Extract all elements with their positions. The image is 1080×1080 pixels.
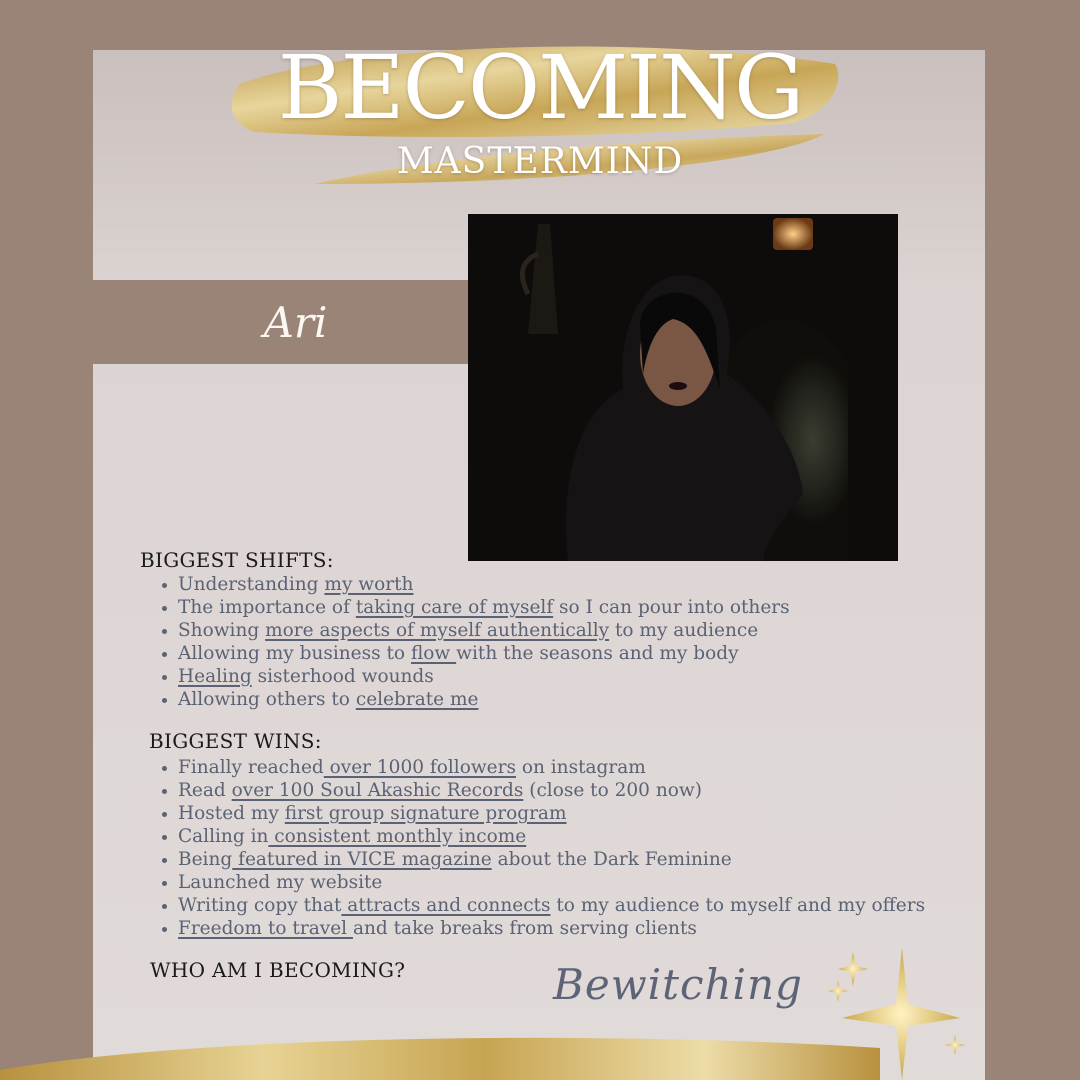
member-name: Ari (263, 297, 328, 347)
list-item-highlight: celebrate me (355, 689, 479, 710)
list-item-text: to my audience to myself and my offers (550, 895, 926, 916)
list-item-text: Calling in (178, 826, 269, 847)
list-item-text: Allowing others to (178, 689, 356, 710)
list-item-highlight: over 1000 followers (323, 757, 516, 778)
shift-item (160, 596, 790, 619)
list-item-text: Being (178, 849, 233, 870)
list-item-text: The importance of (178, 597, 356, 618)
page-title: BECOMING (277, 36, 803, 139)
list-item-text: with the seasons and my body (456, 643, 739, 664)
list-item-text: (close to 200 now) (523, 780, 702, 801)
list-item-text: Read (178, 780, 232, 801)
list-item-text: Allowing my business to (178, 643, 411, 664)
win-item (160, 802, 925, 825)
gold-brushstroke-bottom (0, 1030, 1080, 1080)
list-item-text: Understanding (178, 574, 325, 595)
list-item-highlight: Freedom to travel (178, 918, 353, 939)
win-item (160, 894, 925, 917)
page-subtitle: MASTERMIND (396, 141, 684, 182)
list-item-text: Showing (178, 620, 266, 641)
win-item (160, 756, 925, 779)
member-photo (468, 214, 898, 561)
list-item-highlight: flow (410, 643, 457, 664)
win-item (160, 848, 925, 871)
list-item-highlight: attracts and connects (341, 895, 551, 916)
shift-item (160, 619, 790, 642)
shifts-list (160, 573, 790, 711)
list-item-highlight: more aspects of myself authentically (265, 620, 610, 641)
list-item-text: and take breaks from serving clients (352, 918, 697, 939)
win-item (160, 871, 925, 894)
shifts-heading: BIGGEST SHIFTS: (140, 548, 334, 572)
list-item-highlight: consistent monthly income (268, 826, 527, 847)
list-item-highlight: featured in VICE magazine (232, 849, 492, 870)
list-item-text: on instagram (515, 757, 646, 778)
becoming-word: Bewitching (553, 960, 803, 1009)
list-item-highlight: my worth (324, 574, 414, 595)
list-item-text: Finally reached (178, 757, 324, 778)
shift-item (160, 642, 790, 665)
list-item-highlight: Healing (178, 666, 252, 687)
list-item-text: to my audience (609, 620, 759, 641)
list-item-text: Hosted my (178, 803, 285, 824)
shift-item (160, 573, 790, 596)
list-item-text: Writing copy that (178, 895, 342, 916)
list-item-highlight: first group signature program (284, 803, 567, 824)
win-item (160, 779, 925, 802)
win-item (160, 825, 925, 848)
list-item-highlight: taking care of myself (355, 597, 554, 618)
wins-heading: BIGGEST WINS: (149, 729, 322, 753)
becoming-heading: WHO AM I BECOMING? (150, 958, 406, 982)
list-item-text: Launched my website (178, 872, 383, 893)
shift-item (160, 688, 790, 711)
list-item-highlight: over 100 Soul Akashic Records (231, 780, 524, 801)
wins-list (160, 756, 925, 940)
shift-item (160, 665, 790, 688)
list-item-text: so I can pour into others (553, 597, 790, 618)
list-item-text: sisterhood wounds (251, 666, 434, 687)
list-item-text: about the Dark Feminine (491, 849, 732, 870)
win-item (160, 917, 925, 940)
